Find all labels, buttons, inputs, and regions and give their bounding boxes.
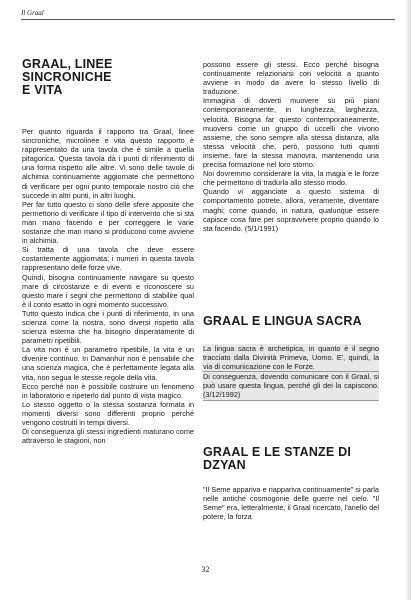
left-paragraph: Tutto questo indica che i punti di riferimento, in una scienza come la nostra, sono diversi rispetto alla scienza esterna che ha bisogno disperatamente di parametri ripetibili.	[22, 308, 194, 346]
highlighted-paragraph: La lingua sacra è archetipica, in quanto è il segno tracciato dalla Divinità Primeva, Uomo. E', quindi, la via di comunicazione con le Forze.	[203, 344, 379, 372]
left-paragraph: Di conseguenza gli stessi ingredienti maturano come attraverso le stagioni, non	[22, 427, 194, 446]
section3-body	[203, 485, 379, 521]
left-paragraph: Per far tutto questo ci sono delle sfere apposite che permettono di verificare il tipo di intervento che si sta man mano facendo e per correggere le varie sostanze che man mano si producono come avviene in alchimia.	[22, 199, 194, 246]
left-section-title	[22, 58, 194, 97]
section3-title-line-2: DZYAN	[203, 458, 246, 472]
highlighted-paragraph: Di conseguenza, dovendo comunicare con il Graal, si può usare questa lingua, perché gli dei la capiscono. (3/12/1992)	[203, 372, 379, 400]
running-header: Il Graal	[21, 9, 44, 17]
section2-body	[203, 344, 379, 401]
right-paragraph: Noi dovremmo considerare la vita, la magia e le forze che permettono di tradurla allo stesso modo.	[203, 169, 379, 188]
right-paragraph: Quando vi agganciate a questo sistema di comportamento potrete, allora, veramente, diventare maghi; come quando, in natura, qualunque essere capisce cosa fare per sopravvivere proprio quando lo sta facendo. (5/1/1991)	[203, 187, 379, 233]
right-paragraph: "Il Seme appariva e riappariva continuamente" si parla nelle antiche cosmogonie delle guerre nel cielo. "Il Seme" era, letteralmente, il Graal ricercato, l'anello del potere, la forza	[203, 485, 379, 522]
left-title-line-2: E VITA	[22, 83, 63, 97]
right-paragraph: possono essere gli stessi. Ecco perché bisogna continuamente relazionarsi con velocità a quanto avviene in modo da avere lo stesso livello di traduzione.	[203, 60, 379, 97]
left-paragraph: Si tratta di una tavola che deve essere costantemente aggiornata; i numeri in questa tavola rappresentano delle forze vive.	[22, 245, 194, 273]
left-body	[22, 127, 194, 445]
left-title-line-1: GRAAL, LINEE SINCRONICHE	[22, 57, 113, 84]
left-paragraph: Lo stesso oggetto o la stessa sostanza formata in momenti diversi sono differenti proprio perché vengono costruiti in tempi diversi.	[22, 399, 194, 427]
page-number: 32	[201, 565, 210, 574]
right-intro-body	[203, 60, 379, 233]
section3-title-line-1: GRAAL E LE STANZE DI	[203, 445, 351, 459]
left-paragraph: Ecco perché non è possibile costruire un fenomeno in laboratorio e ripeterlo dal punto di vista magico.	[22, 381, 194, 400]
section-stanze-dzyan	[203, 446, 379, 472]
section2-title: GRAAL E LINGUA SACRA	[203, 314, 362, 328]
left-paragraph: Per quanto riguarda il rapporto tra Graal, linee sincroniche, microlinee e vita questo rapporto è rappresentato da una tavola che è simile a quella pitagorica. Questa tavola dà i punti di riferimento di una forma rispetto alle altre. Vi sono delle tavole di alchimia continuamente aggiornate che permettono di verificare per ogni punto temporale nostro ciò che succede in altri punti, in altri luoghi.	[22, 127, 194, 200]
right-paragraph: Immagina di doverti muovere su più piani contemporaneamente, in lunghezza, larghezza, velocità. Bisogna far questo contemporaneamente, muoversi come un gruppo di uccelli che vivono assieme, che sono sempre alla stessa distanza, alla stessa velocità che, però, possono tutti quanti insieme, fare la stessa manovra, mantenendo una precisa formazione nel loro storno.	[203, 96, 379, 170]
header-rule	[21, 19, 395, 20]
section-lingua-sacra	[203, 315, 379, 328]
left-paragraph: Quindi, bisogna continuamente navigare su questo mare di circostanze e di eventi e riconoscere su questo mare i segni che permettono di stabilire qual è il conto esatto in ogni momento successivo.	[22, 272, 194, 309]
page-edge-shadow	[405, 0, 411, 600]
left-paragraph: La vita non è un parametro ripetibile, la vita è un divenire continuo. In Damanhur non è pensabile che una scienza magica, che è perfettamente legata alla vita, non segua le stesse regole della vita.	[22, 345, 194, 382]
